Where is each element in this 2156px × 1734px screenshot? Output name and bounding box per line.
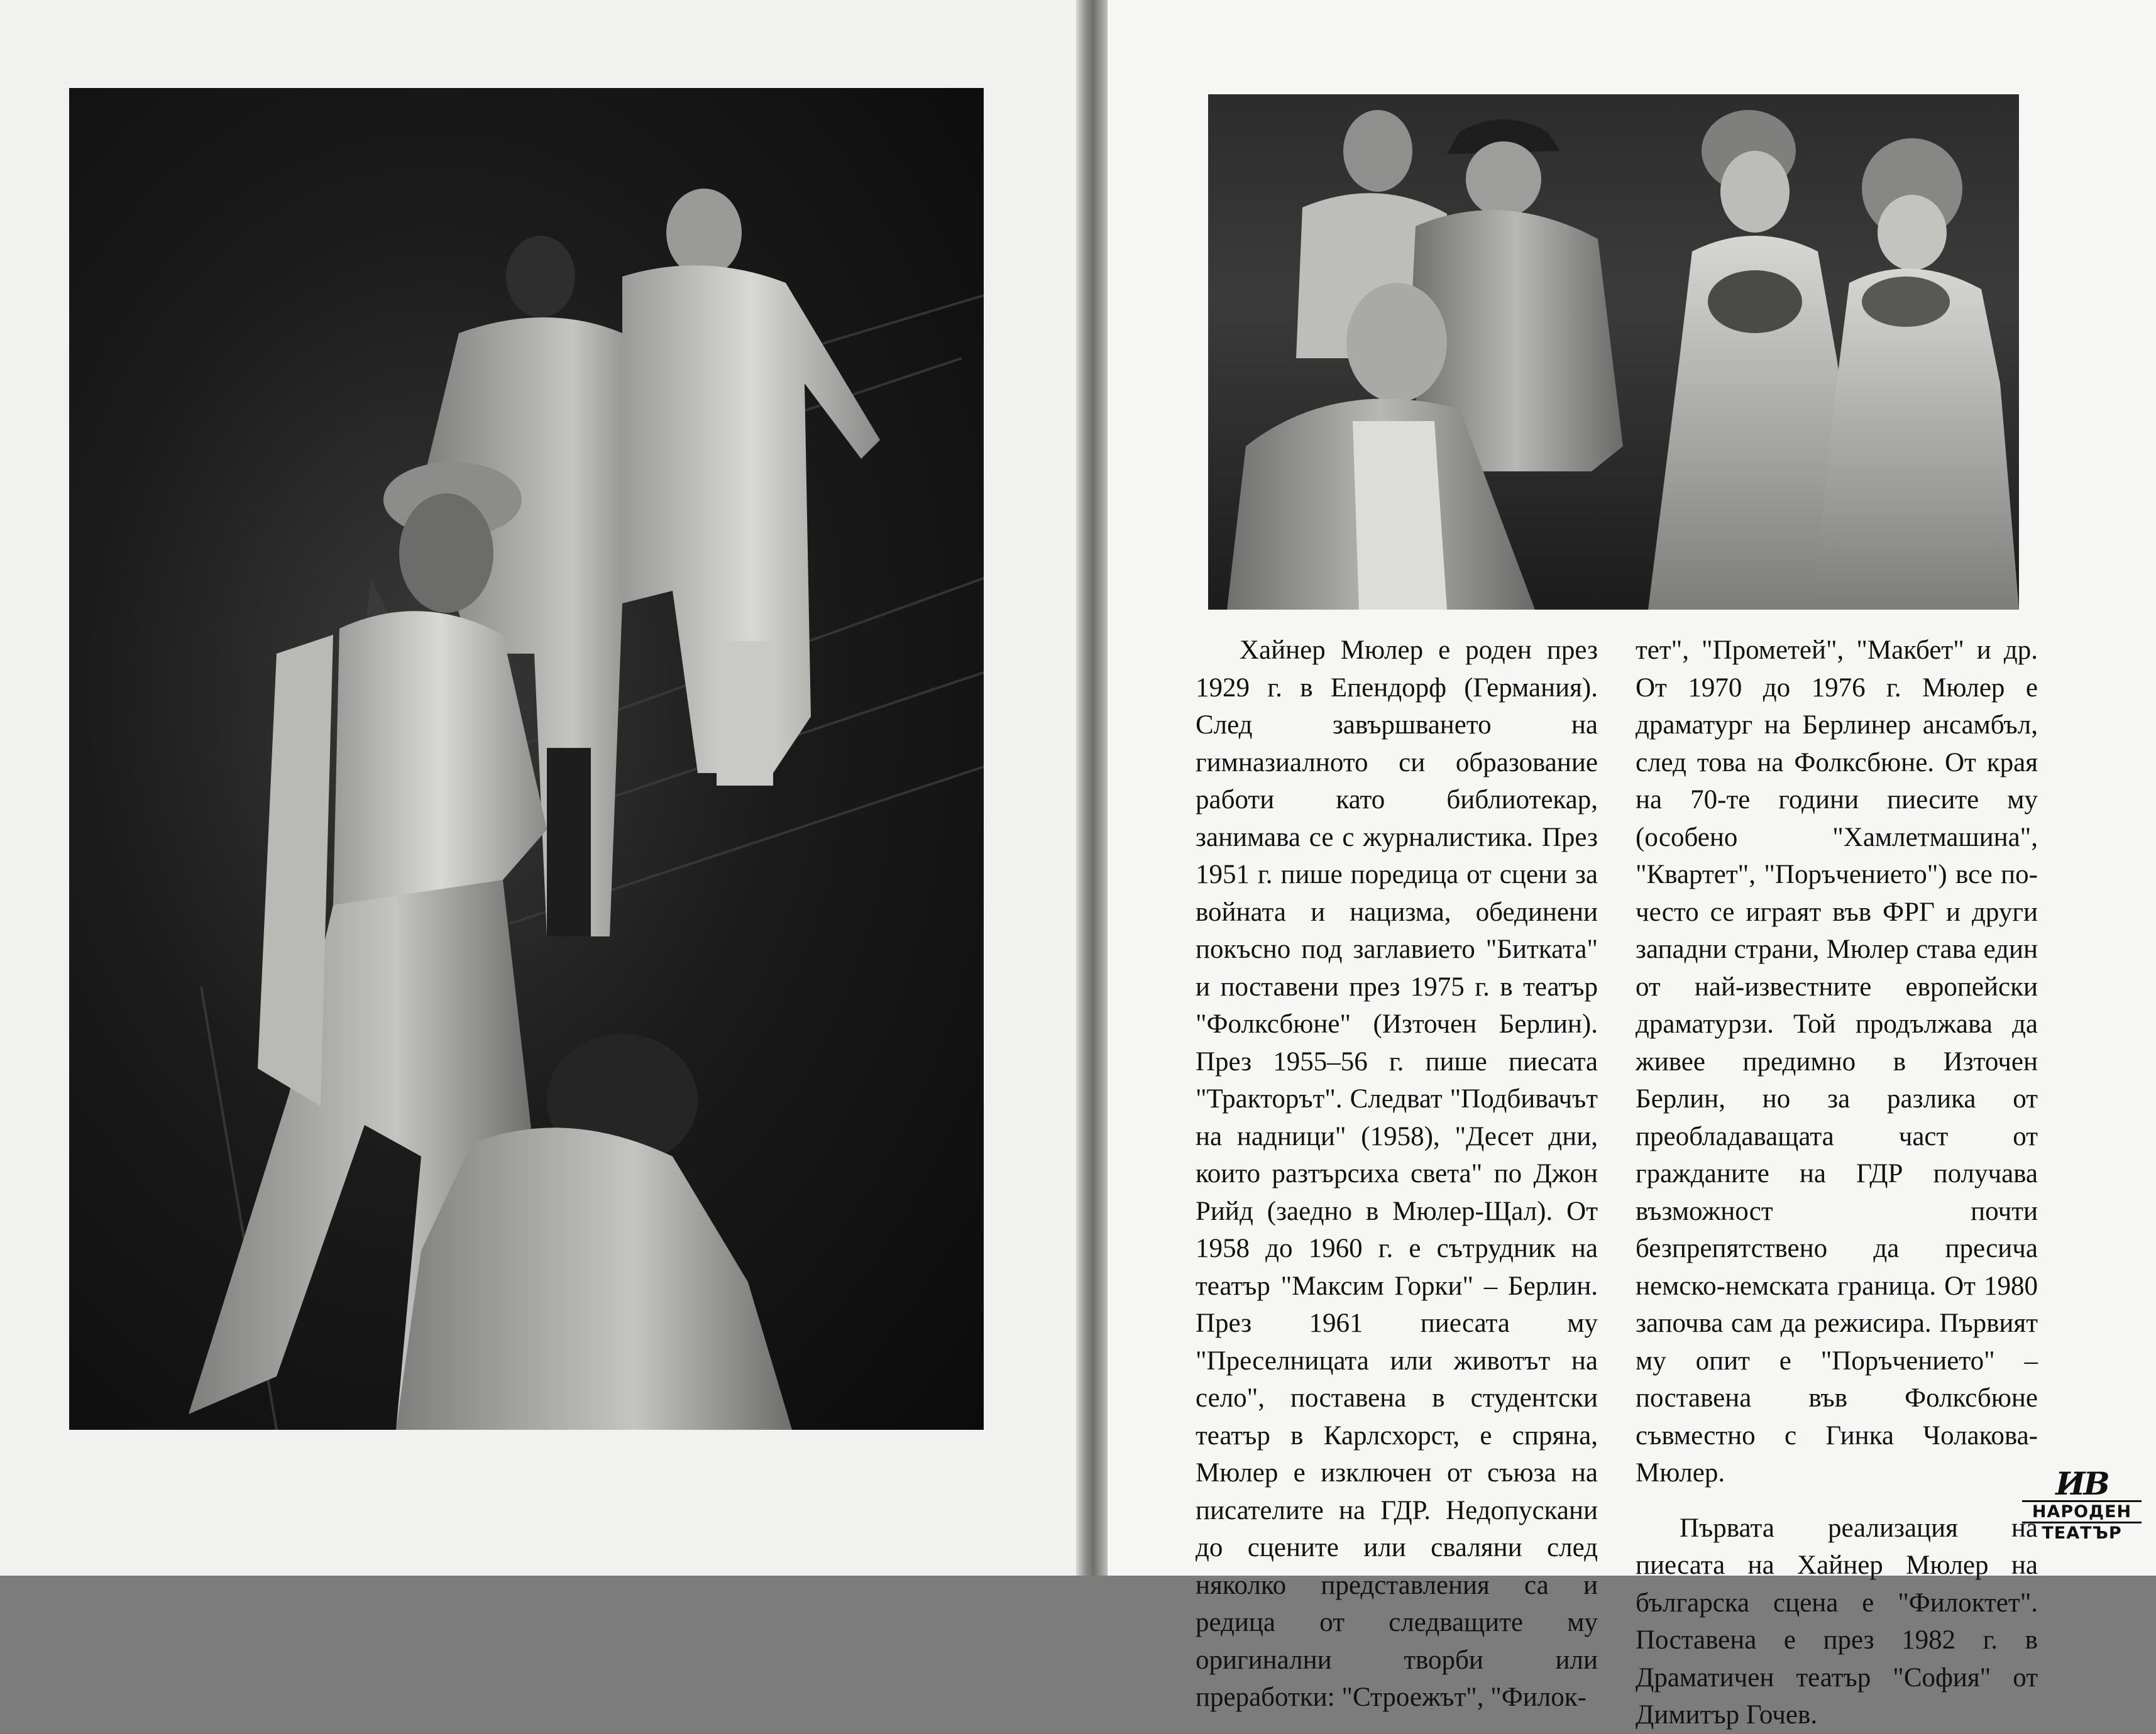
left-page: [0, 0, 1076, 1576]
stage-photo-icon: [69, 88, 984, 1430]
article-column-right: [1636, 632, 2038, 1730]
stage-photo-figures-on-stairs: [69, 88, 984, 1430]
logo-line-2: ТЕАТЪР: [2042, 1523, 2122, 1543]
stage-photo-icon: [1208, 94, 2019, 610]
stage-photo-group-scene: [1208, 94, 2019, 610]
article-column-left: [1196, 632, 1598, 1712]
logo-line-1: НАРОДЕН: [2022, 1500, 2142, 1523]
book-spine: [1076, 0, 1108, 1576]
national-theatre-logo: [2022, 1465, 2142, 1562]
right-page: [1108, 0, 2156, 1730]
article-paragraph: тет", "Прометей", "Макбет" и др. От 1970 до 1976 г. Мюлер е драматург на Берлинер ансамбъл, след това на Фолксбюне. От края на 70-те години пиесите му (особено "Хамлетмашина", "Квартет", "Поръчението") все по-често се играят във ФРГ и други западни страни, Мюлер става един от най-известните европейски драматурзи. Той продължава да живее предимно в Източен Берлин, но за разлика от преобладаващата част от гражданите на ГДР получава възможност почти безпрепятствено да пресича немско-немската граница. От 1980 започва сам да режисира. Първият му опит е "Поръчението" – поставена във Фолксбюне съвместно с Гинка Чолакова-Мюлер.: [1636, 635, 2038, 1488]
logo-monogram: ИВ: [2055, 1465, 2108, 1502]
article-paragraph: Хайнер Мюлер е роден през 1929 г. в Епендорф (Германия). След завършването на гимназиалното си образование работи като библиотекар, занимава се с журналистика. През 1951 г. пише поредица от сцени за войната и нацизма, обединени покъсно под заглавието "Битката" и поставени през 1975 г. в театър "Фолксбюне" (Източен Берлин). През 1955–56 г. пише пиесата "Тракторът". Следват "Подбивачът на надници" (1958), "Десет дни, които разтърсиха света" по Джон Рийд (заедно в Мюлер-Щал). От 1958 до 1960 г. е сътрудник на театър "Максим Горки" – Берлин. През 1961 пиесата му "Преселницата или животът на село", поставена в студентски театър в Карлсхорст, е спряна, Мюлер е изключен от съюза на писателите на ГДР. Недопускани до сцените или сваляни след няколко представления са и редица от следващите му оригинални творби или преработки: "Строежът", "Филок-: [1196, 635, 1598, 1712]
woman-in-gown-2: [1812, 138, 2019, 610]
article-paragraph: Първата реализация на пиесата на Хайнер Мюлер на българска сцена е "Филоктет". Поставена е през 1982 г. в Драматичен театър "София" от Димитър Гочев.: [1636, 1513, 2038, 1730]
figure-back-right: [622, 189, 880, 786]
article-text: [1196, 632, 2038, 1730]
